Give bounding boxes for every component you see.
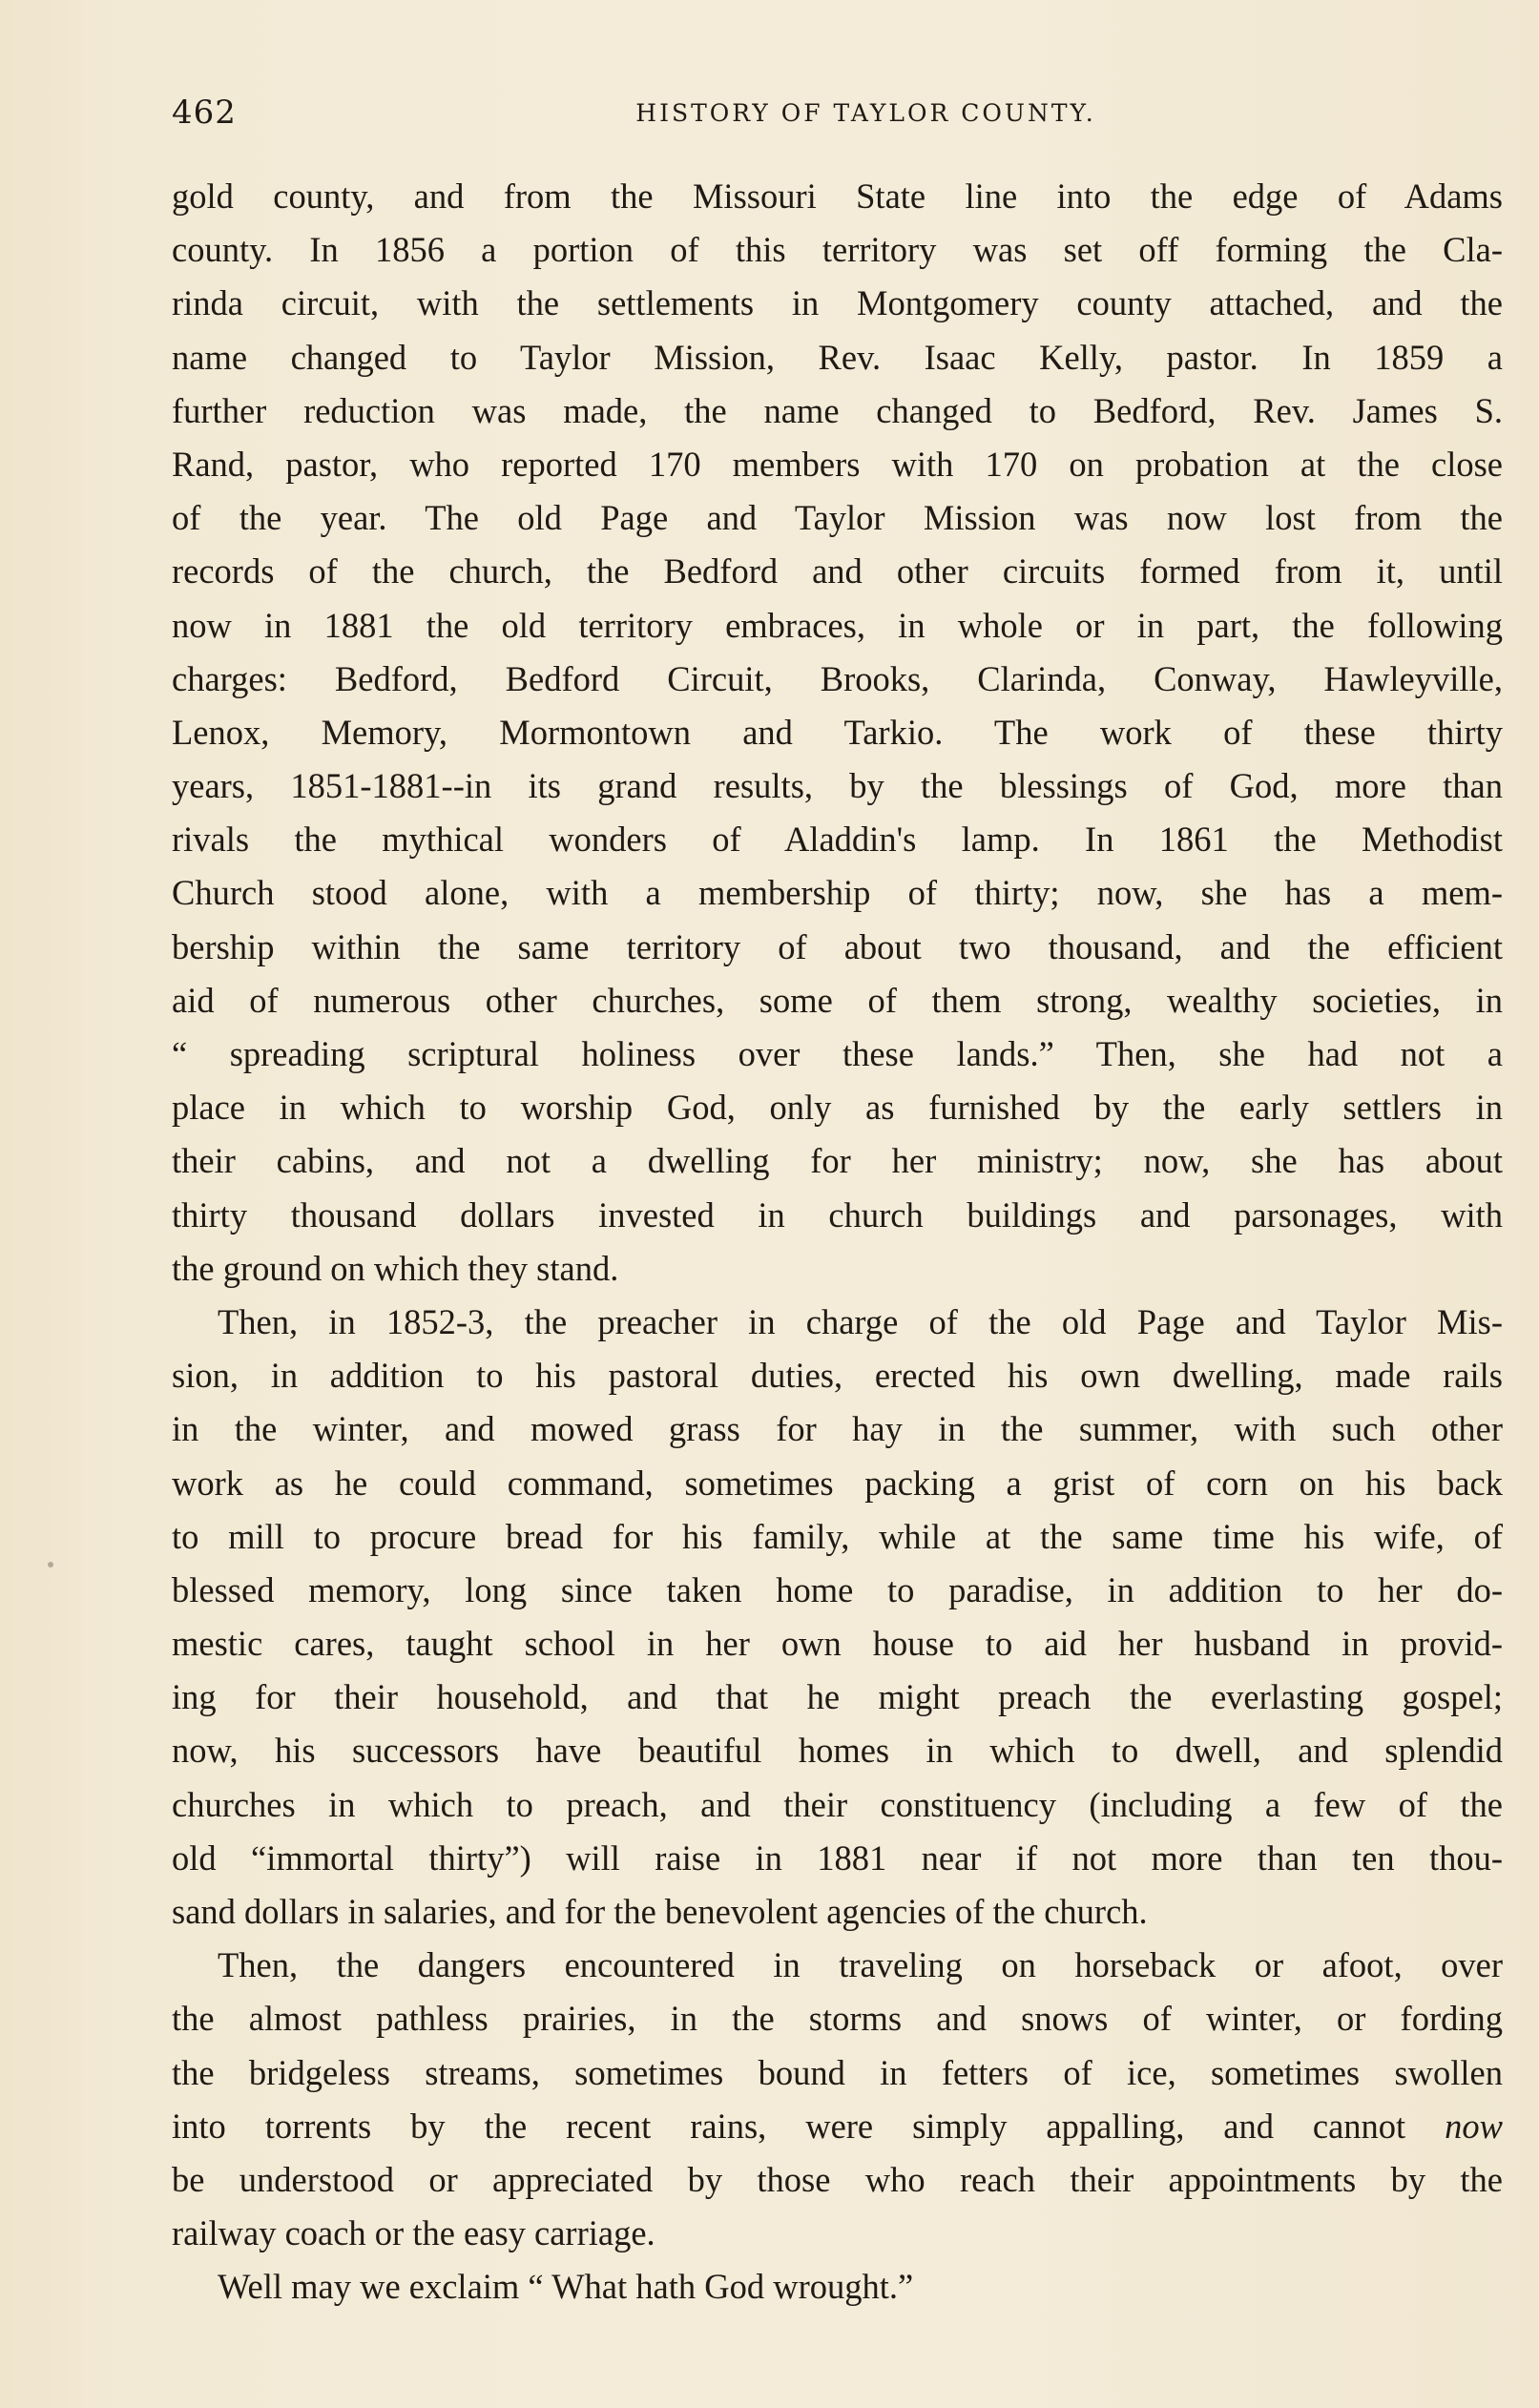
text-line: bership within the same territory of about two thousand, and the efficient [172,926,1503,966]
text-line: thirty thousand dollars invested in church buildings and parsonages, with [172,1194,1503,1235]
paragraph-2 [172,1296,1503,1939]
text-line: Church stood alone, with a membership of thirty; now, she has a mem- [172,873,1503,913]
text-line: “ spreading scriptural holiness over these lands.” Then, she had not a [172,1034,1503,1073]
text-line: now, his successors have beautiful homes in which to dwell, and splendid [172,1731,1503,1771]
text-line: Then, in 1852-3, the preacher in charge of the old Page and Taylor Mis- [218,1301,1503,1341]
running-title: HISTORY OF TAYLOR COUNTY. [635,99,1096,127]
page-number: 462 [172,93,237,132]
paragraph-1 [172,170,1503,1296]
text-line: ing for their household, and that he might preach the everlasting gospel; [172,1677,1503,1717]
text-line: blessed memory, long since taken home to paradise, in addition to her do- [172,1569,1503,1609]
text-segment: into torrents by the recent rains, were simply appalling, and cannot [172,2106,1445,2146]
text-line: sand dollars in salaries, and for the benevolent agencies of the church. [172,1892,1148,1931]
text-line: rivals the mythical wonders of Aladdin's lamp. In 1861 the Methodist [172,820,1503,860]
text-line: gold county, and from the Missouri State line into the edge of Adams [172,176,1503,216]
paragraph-3 [172,1939,1503,2260]
page-header [172,93,1503,141]
text-line: the bridgeless streams, sometimes bound in fetters of ice, sometimes swollen [172,2052,1503,2092]
paragraph-4 [172,2260,1503,2314]
text-line: the almost pathless prairies, in the storms and snows of winter, or fording [172,1999,1503,2039]
text-line: churches in which to preach, and their constituency (including a few of the [172,1784,1503,1824]
text-line: name changed to Taylor Mission, Rev. Isaac Kelly, pastor. In 1859 a [172,337,1503,377]
ink-speck [48,1562,53,1567]
italic-word: now [1445,2106,1503,2146]
text-line: place in which to worship God, only as furnished by the early settlers in [172,1088,1503,1128]
text-line: county. In 1856 a portion of this territory was set off forming the Cla- [172,230,1503,270]
text-line: be understood or appreciated by those who reach their appointments by the [172,2159,1503,2199]
text-line: rinda circuit, with the settlements in Montgomery county attached, and the [172,283,1503,323]
text-line: to mill to procure bread for his family, while at the same time his wife, of [172,1516,1503,1556]
text-line: now in 1881 the old territory embraces, in whole or in part, the following [172,605,1503,645]
text-line: their cabins, and not a dwelling for her ministry; now, she has about [172,1141,1503,1181]
text-line: Then, the dangers encountered in traveling on horseback or afoot, over [218,1945,1503,1985]
text-line: old “immortal thirty”) will raise in 1881 near if not more than ten thou- [172,1837,1503,1878]
text-line-with-italic [172,2100,1503,2153]
text-line: Well may we exclaim “ What hath God wrought.” [218,2267,914,2307]
text-line: of the year. The old Page and Taylor Mission was now lost from the [172,498,1503,538]
text-line: Rand, pastor, who reported 170 members with 170 on probation at the close [172,444,1503,484]
text-line: sion, in addition to his pastoral duties, erected his own dwelling, made rails [172,1356,1503,1396]
text-line: the ground on which they stand. [172,1248,619,1288]
text-line: charges: Bedford, Bedford Circuit, Brooks, Clarinda, Conway, Hawleyville, [172,658,1503,698]
text-line: in the winter, and mowed grass for hay in the summer, with such other [172,1409,1503,1449]
text-line: aid of numerous other churches, some of them strong, wealthy societies, in [172,980,1503,1020]
text-line: work as he could command, sometimes packing a grist of corn on his back [172,1463,1503,1503]
text-line: mestic cares, taught school in her own house to aid her husband in provid- [172,1624,1503,1664]
text-line: records of the church, the Bedford and other circuits formed from it, until [172,551,1503,592]
body-text [172,170,1503,2315]
text-line: years, 1851-1881--in its grand results, by the blessings of God, more than [172,766,1503,806]
text-line: further reduction was made, the name changed to Bedford, Rev. James S. [172,390,1503,430]
text-line: railway coach or the easy carriage. [172,2213,655,2253]
text-line: Lenox, Memory, Mormontown and Tarkio. The work of these thirty [172,712,1503,752]
